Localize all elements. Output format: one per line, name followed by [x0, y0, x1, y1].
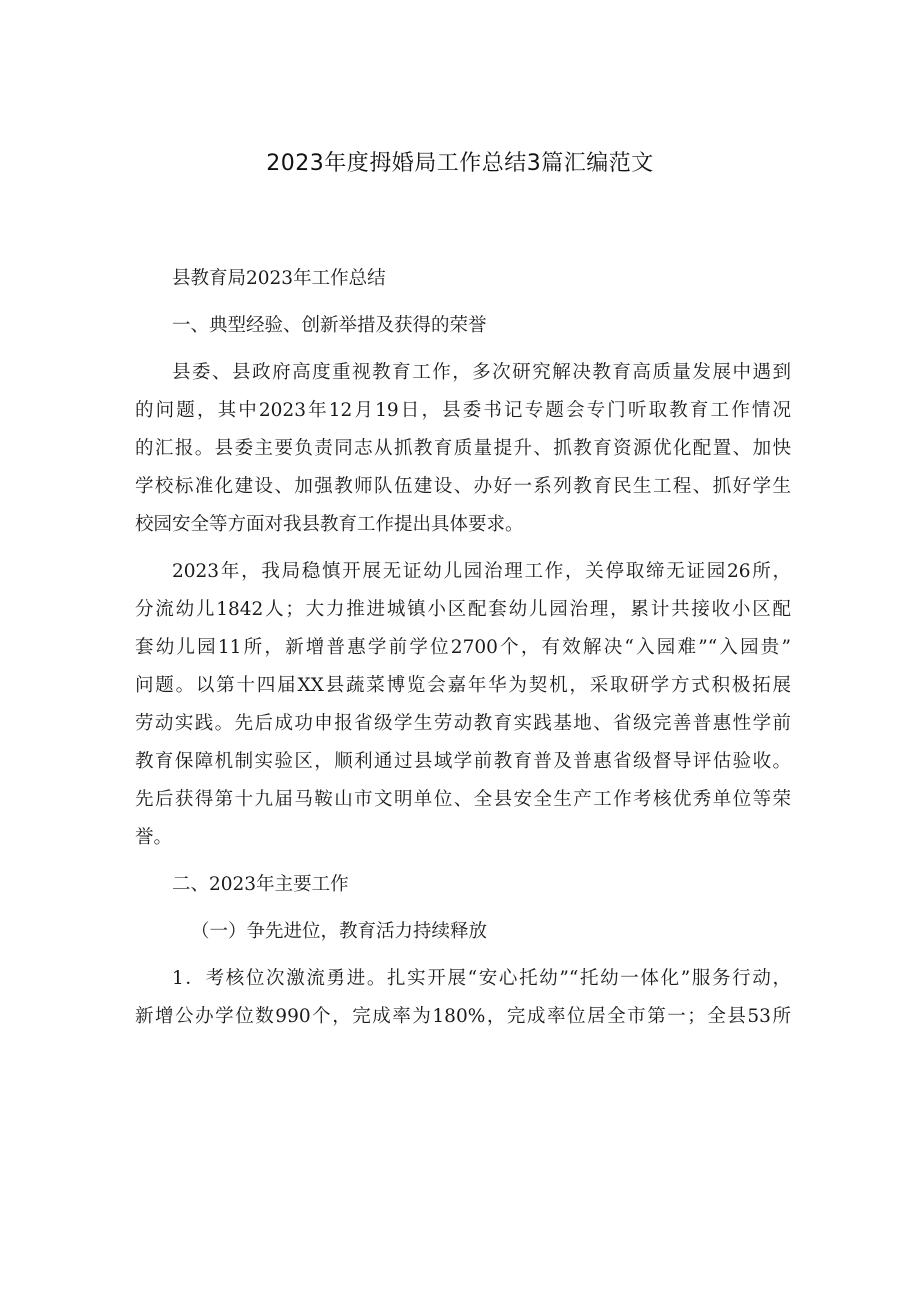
section-title: 县教育局2023年工作总结	[172, 268, 386, 289]
paragraph-1	[135, 354, 791, 544]
paragraph-line: 誉。	[135, 827, 173, 848]
document-title: 2023年度拇婚局工作总结3篇汇编范文	[266, 151, 654, 176]
paragraph-line: 的问题，其中2023年12月19日，县委书记专题会专门听取教育工作情况	[135, 400, 791, 421]
paragraph-line: 1．考核位次激流勇进。扎实开展“安心托幼”“托幼一体化”服务行动，	[172, 968, 791, 989]
document-body	[135, 260, 791, 1036]
paragraph-line: 劳动实践。先后成功申报省级学生劳动教育实践基地、省级完善普惠性学前	[135, 713, 791, 734]
paragraph-line: 先后获得第十九届马鞍山市文明单位、全县安全生产工作考核优秀单位等荣	[135, 789, 791, 810]
heading-2-1: （一）争先进位，教育活力持续释放	[191, 921, 488, 942]
paragraph-line: 套幼儿园11所，新增普惠学前学位2700个，有效解决“入园难”“入园贵”	[135, 637, 791, 658]
paragraph-line: 分流幼儿1842人；大力推进城镇小区配套幼儿园治理，累计共接收小区配	[135, 599, 791, 620]
paragraph-line: 学校标准化建设、加强教师队伍建设、办好一系列教育民生工程、抓好学生	[135, 476, 791, 497]
paragraph-3	[135, 960, 791, 1036]
paragraph-line: 新增公办学位数990个，完成率为180%，完成率位居全市第一；全县53所	[135, 1006, 791, 1027]
paragraph-line: 校园安全等方面对我县教育工作提出具体要求。	[135, 514, 524, 535]
heading-1: 一、典型经验、创新举措及获得的荣誉	[172, 315, 487, 336]
paragraph-line: 问题。以第十四届XX县蔬菜博览会嘉年华为契机，采取研学方式积极拓展	[135, 675, 791, 696]
paragraph-line: 的汇报。县委主要负责同志从抓教育质量提升、抓教育资源优化配置、加快	[135, 438, 791, 459]
paragraph-2	[135, 553, 791, 857]
paragraph-line: 2023年，我局稳慎开展无证幼儿园治理工作，关停取缔无证园26所，	[172, 561, 791, 582]
paragraph-line: 县委、县政府高度重视教育工作，多次研究解决教育高质量发展中遇到	[172, 362, 791, 383]
paragraph-line: 教育保障机制实验区，顺利通过县域学前教育普及普惠省级督导评估验收。	[135, 751, 791, 772]
heading-2: 二、2023年主要工作	[172, 874, 349, 895]
